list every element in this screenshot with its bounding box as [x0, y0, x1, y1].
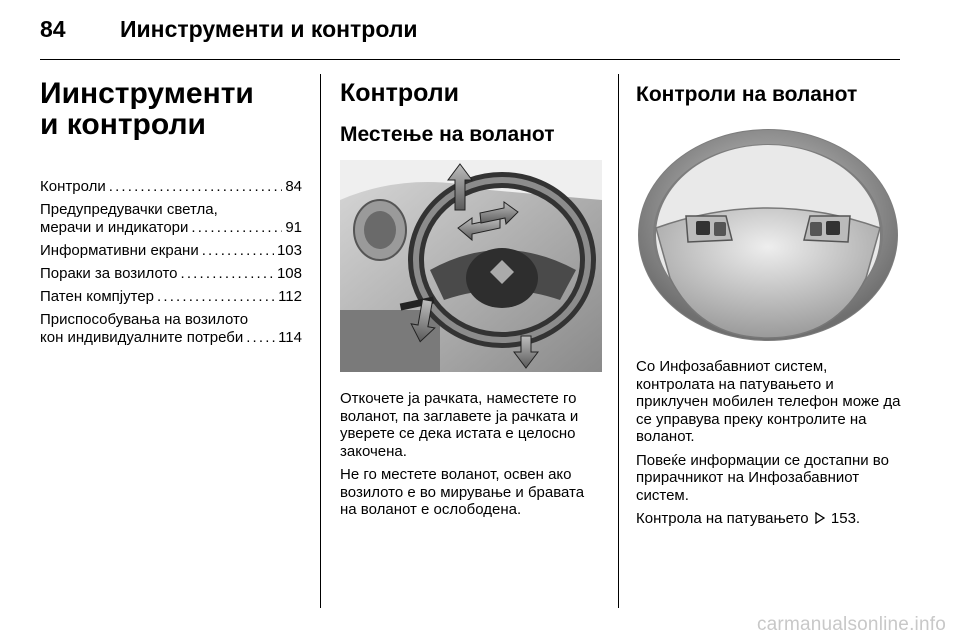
toc-entry[interactable]	[40, 265, 302, 283]
middle-column	[340, 74, 602, 525]
toc-entry-label: кон индивидуалните потреби	[40, 329, 244, 346]
toc-entry-label: мерачи и индикатори	[40, 219, 189, 236]
steering-controls-paragraph-2: Повеќе информации се достапни во прирачникот на Инфозабавниот систем.	[636, 451, 889, 504]
toc-entry-line	[40, 288, 302, 306]
toc-entry-line	[40, 242, 302, 260]
right-control-button	[826, 221, 840, 235]
cruise-control-page-link[interactable]: 153.	[830, 510, 861, 527]
toc-entry[interactable]	[40, 201, 302, 237]
toc-entry-line	[40, 178, 302, 196]
toc-page-number: 91	[285, 219, 302, 236]
toc-entry[interactable]	[40, 178, 302, 196]
chapter-title	[40, 78, 302, 140]
steering-controls-paragraph-1: Со Инфозабавниот систем, контролата на патувањето и приклучен мобилен телефон може да се управува преку контролите на воланот.	[636, 358, 901, 445]
toc-entry-line	[40, 329, 302, 347]
chapter-title-line-2: и контроли	[40, 108, 206, 141]
steering-controls-paragraph-3	[636, 510, 906, 528]
instrument-gauge-inner	[364, 211, 396, 249]
column-divider-right	[618, 74, 619, 608]
toc-entry-line	[40, 265, 302, 283]
toc-entry-label-line: Предупредувачки светла,	[40, 201, 218, 218]
toc-dot-leader	[191, 219, 282, 237]
chapter-title-line-1: Иинструменти	[40, 77, 254, 110]
toc-page-number: 84	[285, 178, 302, 195]
steering-adjust-paragraph-1: Откочете ја рачката, наместете го воланот, па заглавете ја рачката и уверете се дека истата е целосно закочена.	[340, 390, 579, 460]
subsection-title-steering-adjust: Местење на воланот	[340, 123, 555, 146]
column-divider-left	[320, 74, 321, 608]
page-number: 84	[40, 16, 66, 42]
toc-entry-label: Патен компјутер	[40, 288, 155, 305]
section-title: Контроли	[340, 79, 460, 107]
left-column	[40, 74, 302, 352]
right-control-wheel	[810, 222, 822, 236]
toc-entry-label-line: Приспособувања на возилото	[40, 311, 249, 328]
subsection-title-steering-controls: Контроли на воланот	[636, 83, 858, 106]
toc-entry-label: Контроли	[40, 178, 106, 195]
toc-page-number: 103	[276, 242, 302, 259]
toc-dot-leader	[246, 329, 275, 347]
toc-entry[interactable]	[40, 311, 302, 347]
table-of-contents	[40, 178, 302, 347]
page-header	[40, 12, 900, 60]
left-control-wheel	[714, 222, 726, 236]
toc-dot-leader	[181, 265, 274, 283]
steering-adjust-paragraph-2: Не го местете воланот, освен ако возилото е во мирување и бравата на воланот е ослободена.	[340, 466, 585, 518]
toc-page-number: 114	[278, 329, 302, 346]
toc-entry-label: Пораки за возилото	[40, 265, 178, 282]
toc-dot-leader	[202, 242, 274, 260]
page-reference-triangle-icon	[815, 512, 825, 524]
cruise-control-reference-text: Контрола на патувањето	[636, 510, 809, 527]
steering-wheel-controls-figure	[636, 128, 900, 342]
toc-page-number: 108	[276, 265, 302, 282]
toc-dot-leader	[157, 288, 275, 306]
watermark: carmanualsonline.info	[756, 614, 946, 635]
right-column	[636, 74, 906, 534]
steering-adjustment-figure	[340, 160, 602, 372]
toc-dot-leader	[109, 178, 283, 196]
toc-page-number: 112	[278, 288, 302, 305]
left-control-button	[696, 221, 710, 235]
toc-entry-line	[40, 219, 302, 237]
toc-entry[interactable]	[40, 242, 302, 260]
toc-entry[interactable]	[40, 288, 302, 306]
running-title: Иинструменти и контроли	[120, 16, 418, 42]
toc-entry-label: Информативни екрани	[40, 242, 199, 259]
